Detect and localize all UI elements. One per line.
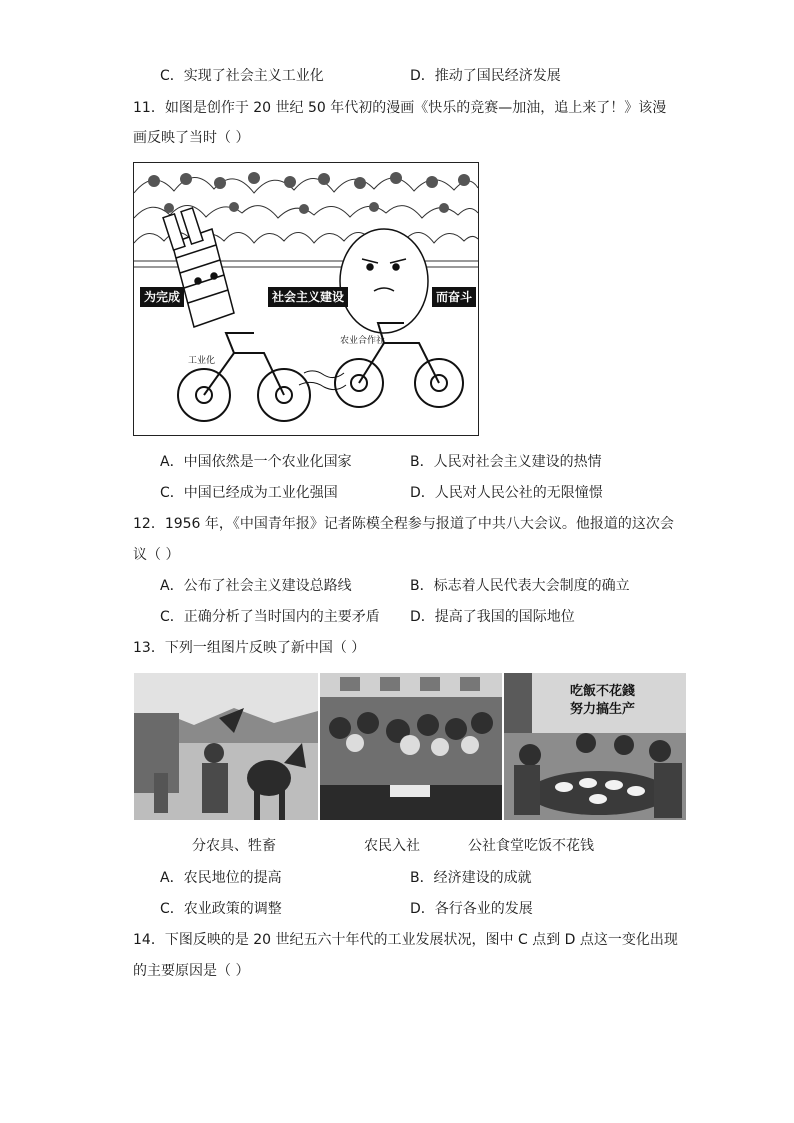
q13-option-c[interactable]: C．农业政策的调整 — [160, 901, 282, 917]
photo-farmers-livestock — [134, 673, 318, 820]
q13-photo-distribute-tools — [134, 673, 318, 820]
cartoon-banner-left: 为完成 — [140, 287, 184, 307]
q14-stem-line1: 14．下图反映的是 20 世纪五六十年代的工业发展状况，图中 C 点到 D 点这一变化出现 — [133, 932, 678, 948]
q13-stem: 13．下列一组图片反映了新中国（ ） — [133, 640, 366, 656]
q12-option-d[interactable]: D．提高了我国的国际地位 — [410, 609, 575, 625]
q14-stem-line2: 的主要原因是（ ） — [133, 963, 250, 979]
canteen-sign-line2: 努力搞生产 — [570, 702, 636, 717]
cartoon-banner-right: 而奋斗 — [432, 287, 476, 307]
q12-option-b[interactable]: B．标志着人民代表大会制度的确立 — [410, 578, 630, 594]
canteen-sign-line1: 吃飯不花錢 — [570, 684, 636, 699]
caption-distribute-tools: 分农具、牲畜 — [192, 838, 276, 854]
cartoon-label-cooperative: 农业合作社 — [340, 336, 386, 346]
caption-commune-canteen: 公社食堂吃饭不花钱 — [468, 838, 594, 854]
q13-photo-join-cooperative — [320, 673, 502, 820]
q11-cartoon — [133, 162, 479, 436]
q11-option-d[interactable]: D．人民对人民公社的无限憧憬 — [410, 485, 603, 501]
q13-option-a[interactable]: A．农民地位的提高 — [160, 870, 282, 886]
q10-option-c[interactable]: C．实现了社会主义工业化 — [160, 68, 324, 84]
coop-character — [340, 229, 428, 333]
q11-option-b[interactable]: B．人民对社会主义建设的热情 — [410, 454, 602, 470]
motorcycles — [178, 323, 463, 421]
q12-option-c[interactable]: C．正确分析了当时国内的主要矛盾 — [160, 609, 380, 625]
q12-stem-line2: 议（ ） — [133, 547, 180, 563]
caption-join-cooperative: 农民入社 — [364, 838, 420, 854]
q13-option-d[interactable]: D．各行各业的发展 — [410, 901, 533, 917]
q13-option-b[interactable]: B．经济建设的成就 — [410, 870, 532, 886]
q12-stem-line1: 12．1956 年，《中国青年报》记者陈模全程参与报道了中共八大会议。他报道的这次会 — [133, 516, 674, 532]
q11-option-c[interactable]: C．中国已经成为工业化强国 — [160, 485, 338, 501]
cartoon-label-industrialization: 工业化 — [188, 356, 216, 366]
cartoon-banner-middle: 社会主义建设 — [268, 287, 348, 307]
q11-stem-line1: 11．如图是创作于 20 世纪 50 年代初的漫画《快乐的竞赛—加油，追上来了！》该漫 — [133, 100, 667, 116]
q11-option-a[interactable]: A．中国依然是一个农业化国家 — [160, 454, 352, 470]
q10-option-d[interactable]: D．推动了国民经济发展 — [410, 68, 561, 84]
q13-photo-commune-canteen — [504, 673, 686, 820]
photo-farmers-join — [320, 673, 502, 820]
q11-stem-line2: 画反映了当时（ ） — [133, 130, 250, 146]
q12-option-a[interactable]: A．公布了社会主义建设总路线 — [160, 578, 352, 594]
